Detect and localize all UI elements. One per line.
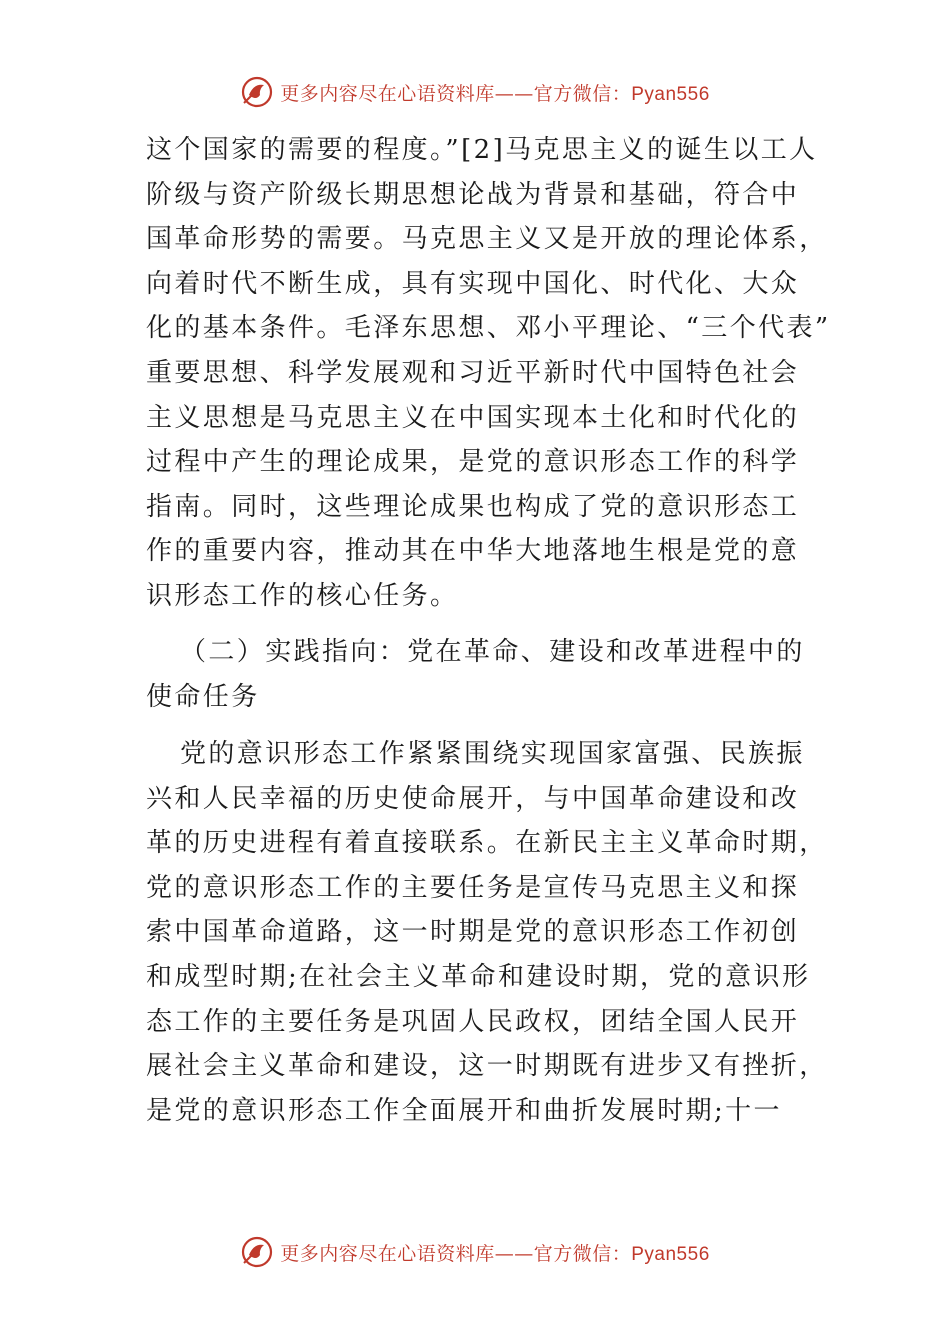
logo-icon: [240, 1235, 274, 1269]
text-line: 向着时代不断生成，具有实现中国化、时代化、大众: [146, 268, 800, 299]
text-line: 化的基本条件。毛泽东思想、邓小平理论、“三个代表”: [146, 313, 831, 344]
heading-line: （二）实践指向：党在革命、建设和改革进程中的: [180, 637, 805, 667]
text-line: 索中国革命道路，这一时期是党的意识形态工作初创: [146, 917, 800, 948]
text-line: 展社会主义革命和建设，这一时期既有进步又有挫折，: [146, 1051, 828, 1082]
text-line: 态工作的主要任务是巩固人民政权，团结全国人民开: [146, 1006, 800, 1037]
header-banner: [0, 72, 950, 112]
header-wechat-label: 官方微信：: [533, 82, 632, 105]
text-line: 重要思想、科学发展观和习近平新时代中国特色社会: [146, 357, 800, 388]
footer-separator: ——: [494, 1242, 534, 1265]
text-line: 国革命形势的需要。马克思主义又是开放的理论体系，: [146, 224, 828, 255]
header-banner-text: [280, 79, 710, 106]
text-line: 作的重要内容，推动其在中华大地落地生根是党的意: [146, 536, 800, 567]
header-wechat-id: Pyan556: [631, 83, 710, 105]
text-line: 识形态工作的核心任务。: [146, 580, 459, 611]
text-line: 指南。同时，这些理论成果也构成了党的意识形态工: [146, 491, 800, 522]
footer-banner-text: [280, 1239, 710, 1266]
footer-wechat-label: 官方微信：: [533, 1242, 632, 1265]
footer-wechat-id: Pyan556: [631, 1243, 710, 1265]
header-separator: ——: [494, 82, 534, 105]
footer-banner: [0, 1232, 950, 1272]
section-heading: [146, 630, 810, 719]
heading-line: 使命任务: [146, 681, 260, 712]
paragraph-1: [146, 128, 831, 619]
paragraph-2: [146, 732, 828, 1133]
text-line: 党的意识形态工作紧紧围绕实现国家富强、民族振: [180, 739, 805, 769]
text-line: 兴和人民幸福的历史使命展开，与中国革命建设和改: [146, 783, 800, 814]
text-line: 阶级与资产阶级长期思想论战为背景和基础，符合中: [146, 179, 800, 210]
text-line: 党的意识形态工作的主要任务是宣传马克思主义和探: [146, 872, 800, 903]
logo-icon: [240, 75, 274, 109]
text-line: 过程中产生的理论成果，是党的意识形态工作的科学: [146, 447, 800, 478]
footer-promo-text: 更多内容尽在心语资料库: [280, 1242, 495, 1265]
header-promo-text: 更多内容尽在心语资料库: [280, 82, 495, 105]
text-line: 这个国家的需要的程度。”[2]马克思主义的诞生以工人: [146, 135, 818, 165]
text-line: 和成型时期;在社会主义革命和建设时期，党的意识形: [146, 961, 811, 992]
text-line: 是党的意识形态工作全面展开和曲折发展时期;十一: [146, 1095, 782, 1126]
text-line: 主义思想是马克思主义在中国实现本土化和时代化的: [146, 402, 800, 433]
text-line: 革的历史进程有着直接联系。在新民主主义革命时期，: [146, 828, 828, 859]
